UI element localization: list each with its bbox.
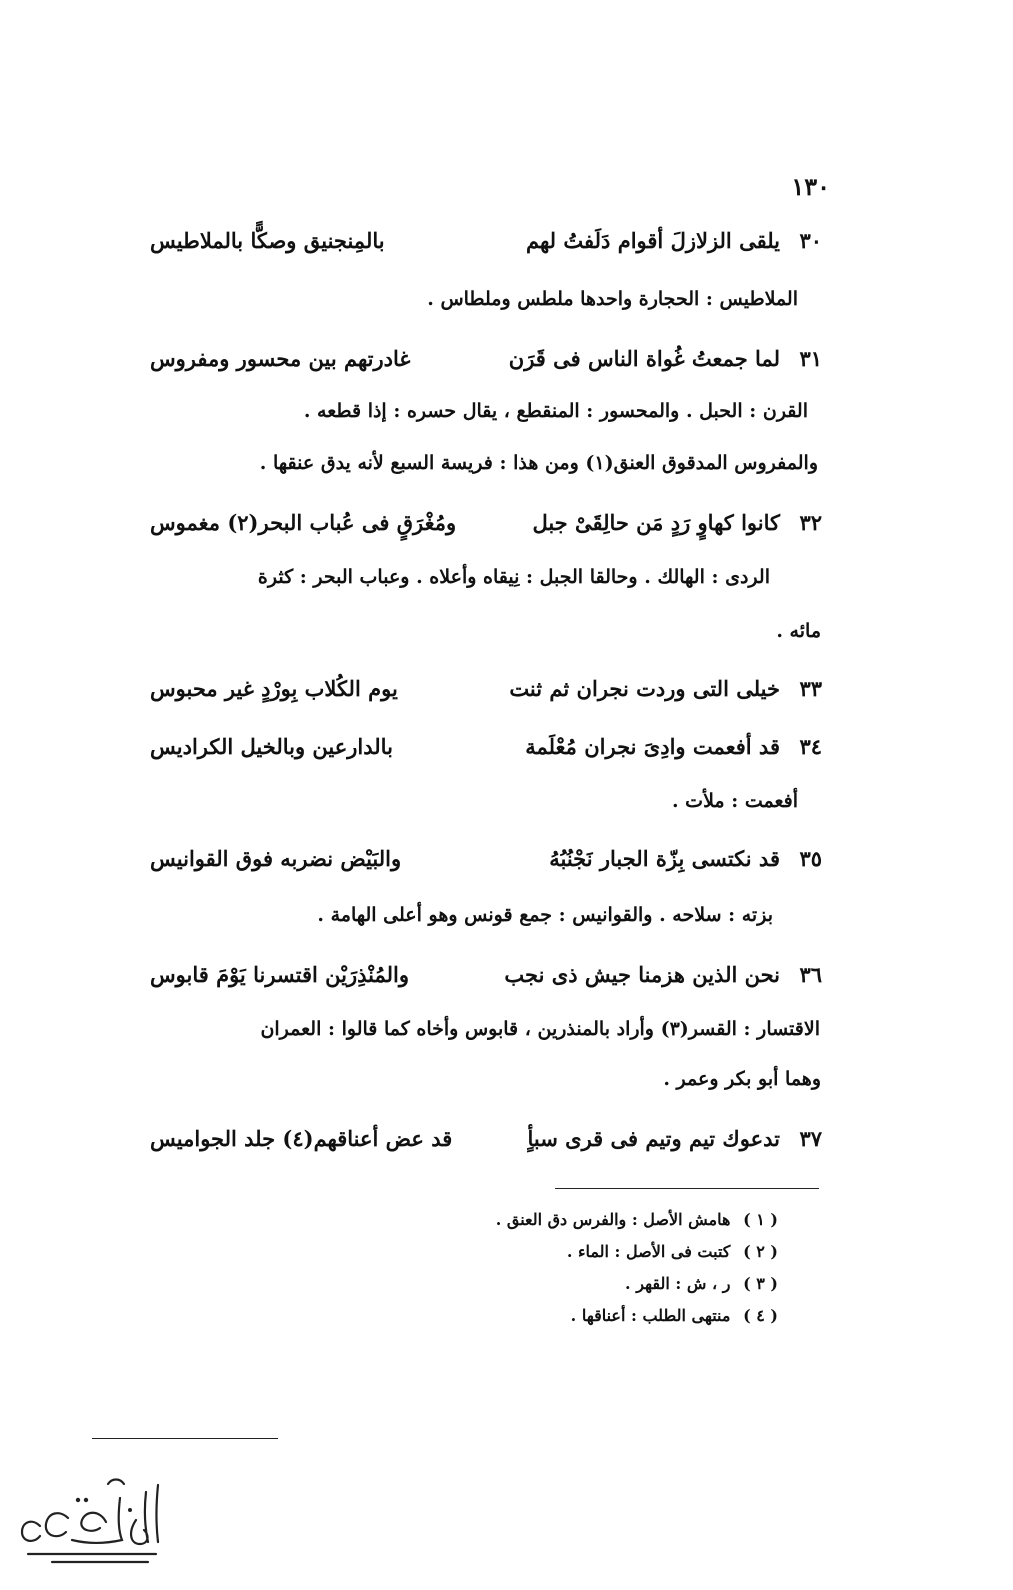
page-number: ١٣٠	[791, 172, 830, 201]
commentary-line: القرن : الحبل . والمحسور : المنقطع ، يقال حسره : إذا قطعه .	[303, 400, 808, 422]
verse-number: ٣٢	[799, 510, 822, 535]
verse-second-hemistich: بالدارعين وبالخيل الكراديس	[150, 734, 393, 759]
footnote-number: ( ٢ )	[743, 1242, 778, 1261]
verse-second-hemistich: والمُنْذِرَيْن اقتسرنا يَوْمَ قابوس	[150, 962, 410, 987]
verse-line	[150, 734, 822, 772]
verse-line	[150, 346, 822, 384]
library-stamp-logo	[8, 1470, 168, 1570]
verse-first-hemistich: يلقى الزلازلَ أقوام دَلَفتُ لهم	[526, 228, 780, 253]
verse-line	[150, 1126, 822, 1164]
verse-number: ٣٤	[799, 734, 822, 759]
footnote-separator	[555, 1188, 819, 1189]
footnote-text: هامش الأصل : والفرس دق العنق .	[495, 1210, 731, 1229]
verse-number: ٣٣	[799, 676, 822, 701]
footnote-number: ( ١ )	[743, 1210, 778, 1229]
footnote-text: منتهى الطلب : أعناقها .	[570, 1306, 731, 1325]
verse-first-hemistich: كانوا كهاوٍ رَدٍ مَن حالِقَىْ جبل	[532, 510, 780, 535]
verse-second-hemistich: قد عض أعناقهم(٤) جلد الجواميس	[150, 1126, 453, 1151]
commentary-line: مائه .	[776, 620, 821, 642]
verse-first-hemistich: لما جمعتُ غُواة الناس فى قَرَن	[508, 346, 780, 371]
footnote	[567, 1242, 778, 1261]
verse-second-hemistich: غادرتهم بين محسور ومفروس	[150, 346, 411, 371]
verse-line	[150, 846, 822, 884]
commentary-line: الاقتسار : القسر(٣) وأراد بالمنذرين ، قابوس وأخاه كما قالوا : العمران	[260, 1018, 820, 1040]
verse-number: ٣١	[799, 346, 822, 371]
verse-line	[150, 510, 822, 548]
footnote-text: كتبت فى الأصل : الماء .	[566, 1242, 731, 1261]
footnote-number: ( ٣ )	[743, 1274, 778, 1293]
footnote-text: ر ، ش : القهر .	[625, 1274, 731, 1293]
commentary-line: وهما أبو بكر وعمر .	[663, 1068, 821, 1090]
commentary-line: بزته : سلاحه . والقوانيس : جمع قونس وهو أعلى الهامة .	[317, 904, 773, 926]
footnote-number: ( ٤ )	[743, 1306, 778, 1325]
commentary-line: والمفروس المدقوق العنق(١) ومن هذا : فريسة السبع لأنه يدق عنقها .	[259, 452, 818, 474]
commentary-line: الردى : الهالك . وحالقا الجبل : نِيقاه وأعلاه . وعباب البحر : كثرة	[257, 566, 770, 588]
verse-first-hemistich: خيلى التى وردت نجران ثم ثنت	[509, 676, 780, 701]
verse-first-hemistich: قد أفعمت وادِىَ نجران مُعْلَمة	[525, 734, 780, 759]
verse-number: ٣٦	[799, 962, 822, 987]
verse-line	[150, 676, 822, 714]
verse-first-hemistich: تدعوك تيم وتيم فى قرى سبأٍ	[527, 1126, 780, 1151]
verse-number: ٣٠	[799, 228, 822, 253]
verse-second-hemistich: ومُغْرَقٍ فى عُباب البحر(٢) مغموس	[150, 510, 457, 535]
verse-second-hemistich: بالمِنجنيق وصكًّا بالملاطيس	[150, 228, 385, 253]
bottom-rule	[92, 1438, 278, 1439]
verse-line	[150, 962, 822, 1000]
verse-second-hemistich: يوم الكُلاب بِورْدٍ غير محبوس	[150, 676, 398, 701]
verse-number: ٣٥	[799, 846, 822, 871]
verse-line	[150, 228, 822, 266]
commentary-line: أفعمت : ملأت .	[671, 790, 798, 812]
verse-first-hemistich: قد نكتسى بِزّة الجبار نَجْنُبُهُ	[549, 846, 780, 871]
verse-number: ٣٧	[799, 1126, 822, 1151]
verse-second-hemistich: والبَيْض نضربه فوق القوانيس	[150, 846, 402, 871]
verse-first-hemistich: نحن الذين هزمنا جيش ذى نجب	[504, 962, 780, 987]
footnote	[496, 1210, 778, 1229]
footnote	[625, 1274, 778, 1293]
commentary-line: الملاطيس : الحجارة واحدها ملطس وملطاس .	[427, 288, 798, 310]
footnote	[571, 1306, 778, 1325]
